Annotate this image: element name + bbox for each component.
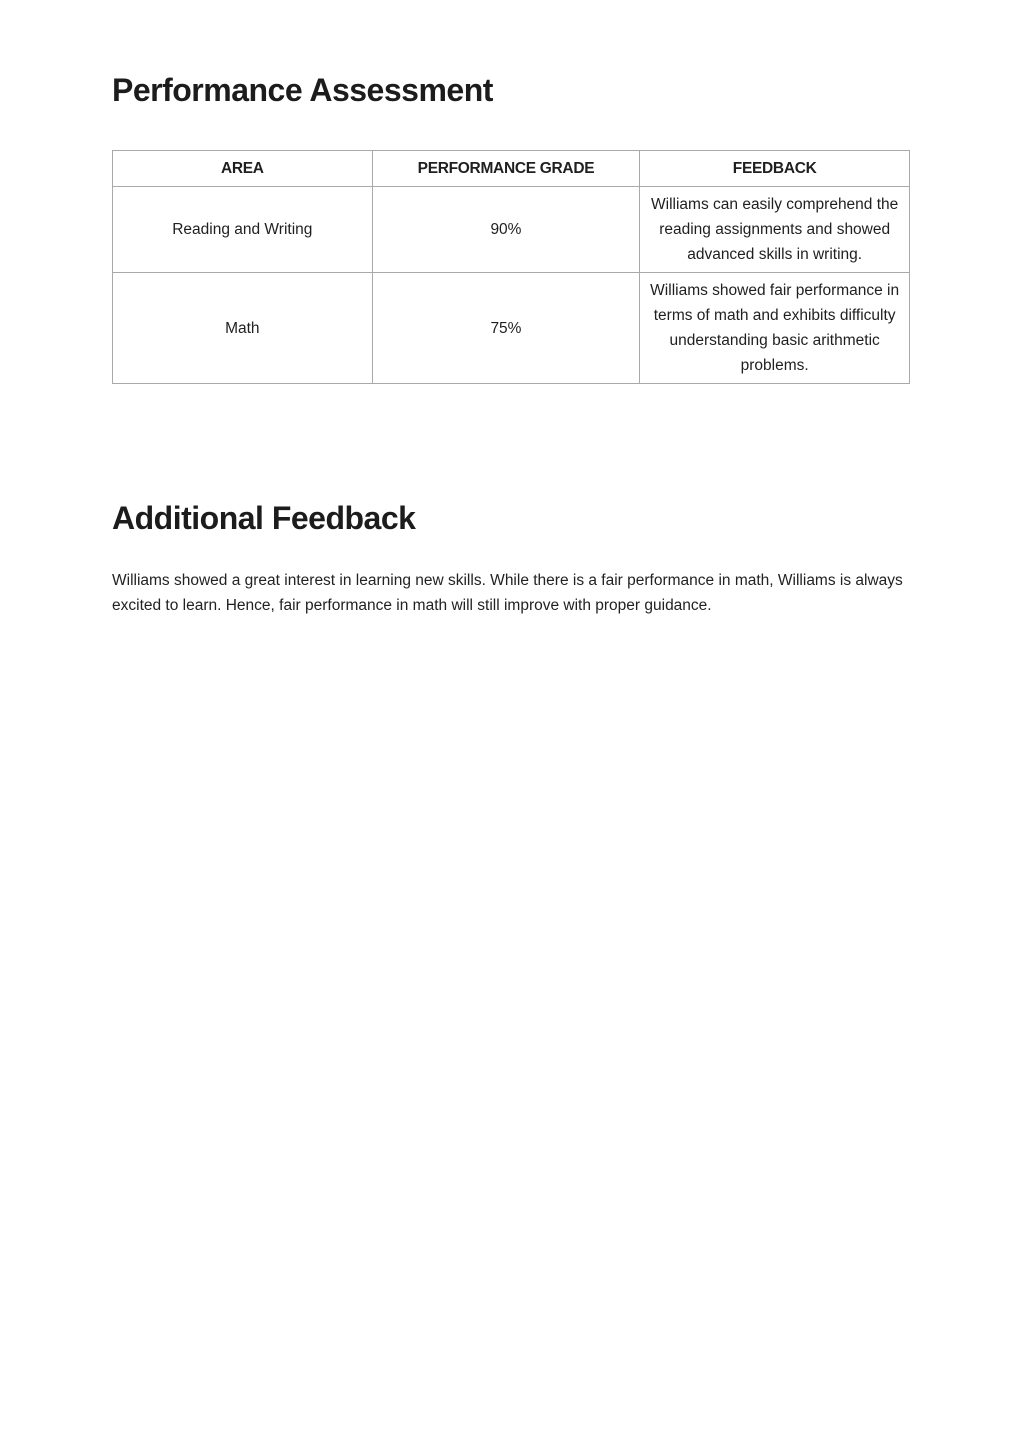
header-feedback: FEEDBACK <box>640 151 910 187</box>
cell-grade: 75% <box>372 273 640 384</box>
cell-area: Math <box>113 273 373 384</box>
header-performance-grade: PERFORMANCE GRADE <box>372 151 640 187</box>
performance-assessment-heading: Performance Assessment <box>112 72 493 108</box>
cell-area: Reading and Writing <box>113 187 373 273</box>
table-row <box>113 273 910 384</box>
table-header-row <box>113 151 910 187</box>
additional-feedback-heading: Additional Feedback <box>112 500 416 536</box>
cell-feedback: Williams showed fair performance in terms of math and exhibits difficulty understanding basic arithmetic problems. <box>640 273 910 384</box>
additional-feedback-paragraph: Williams showed a great interest in learning new skills. While there is a fair performance in math, Williams is always excited to learn. Hence, fair performance in math will still improve with proper guidance. <box>112 572 903 614</box>
cell-grade: 90% <box>372 187 640 273</box>
performance-table <box>112 150 910 384</box>
cell-feedback: Williams can easily comprehend the reading assignments and showed advanced skills in writing. <box>640 187 910 273</box>
header-area: AREA <box>113 151 373 187</box>
table-row <box>113 187 910 273</box>
